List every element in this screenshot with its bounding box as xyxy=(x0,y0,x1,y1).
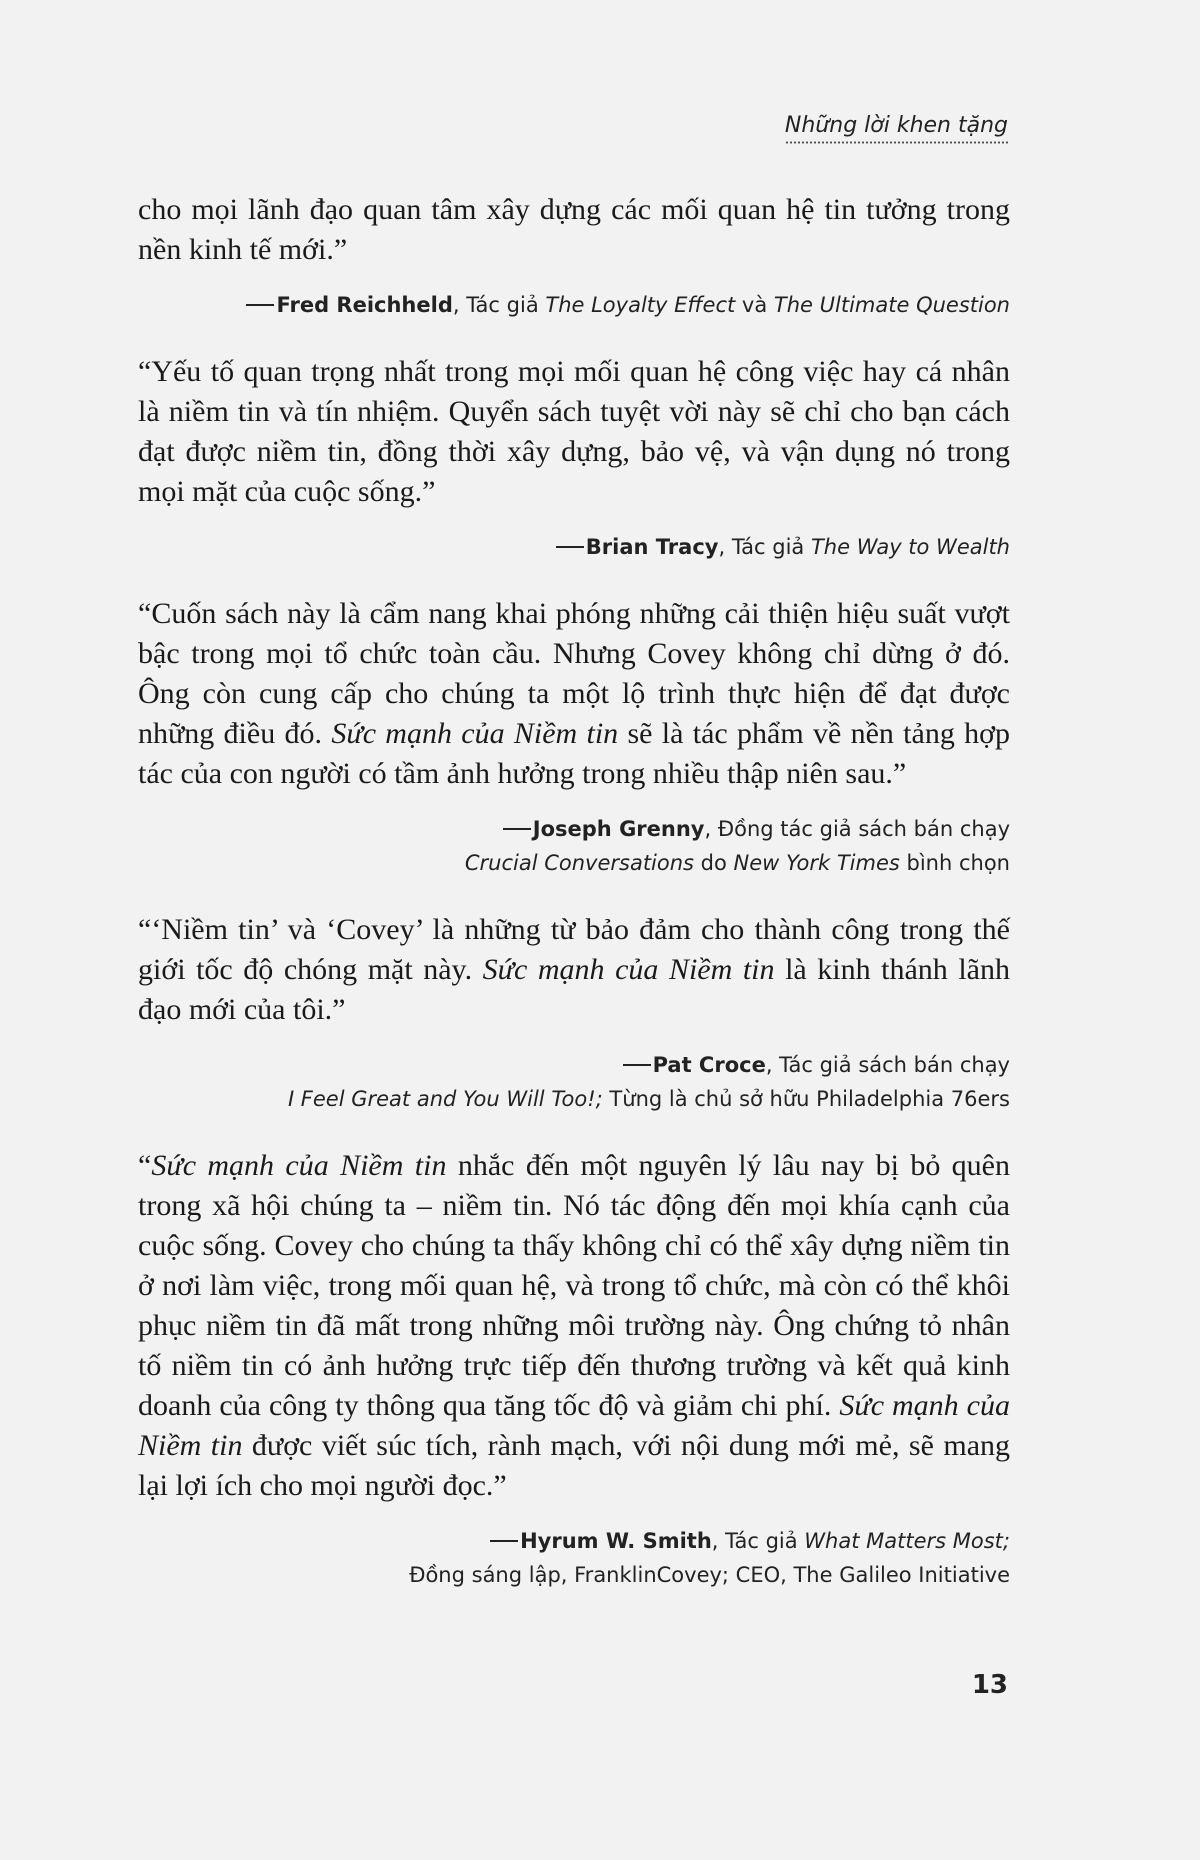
running-head xyxy=(785,113,1008,148)
quote-text xyxy=(138,1146,1010,1506)
attribution-sep: , Tác giả sách bán chạy xyxy=(765,1053,1010,1077)
author-name: Fred Reichheld xyxy=(276,293,453,317)
page-content xyxy=(138,190,1010,1622)
attribution-end: Đồng sáng lập, FranklinCovey; CEO, The Galileo Initiative xyxy=(409,1563,1010,1587)
quote-body: “Yếu tố quan trọng nhất trong mọi mối quan hệ công việc hay cá nhân là niềm tin và tín nhiệm. Quyển sách tuyệt vời này sẽ chỉ cho bạn cách đạt được niềm tin, đồng thời xây dựng, bảo vệ, và vận dụng nó trong mọi mặt của cuộc sống.” xyxy=(138,355,1010,508)
book-title: The Way to Wealth xyxy=(810,535,1010,559)
endorsement-hyrum-smith xyxy=(138,1146,1010,1592)
quote-book-title: Sức mạnh của Niềm tin xyxy=(138,1389,1010,1462)
attribution-end: Từng là chủ sở hữu Philadelphia 76ers xyxy=(602,1087,1010,1111)
attribution xyxy=(138,288,1010,322)
attribution xyxy=(138,1524,1010,1592)
attribution-sep: , Tác giả xyxy=(711,1529,805,1553)
quote-body: “‘Niềm tin’ và ‘Covey’ là những từ bảo đảm cho thành công trong thế giới tốc độ chóng mặt này. xyxy=(138,913,1010,986)
author-name: Hyrum W. Smith xyxy=(520,1529,712,1553)
quote-text xyxy=(138,910,1010,1030)
attribution-dash xyxy=(503,828,531,830)
quote-text xyxy=(138,190,1010,270)
quote-body: được viết súc tích, rành mạch, với nội dung mới mẻ, sẽ mang lại lợi ích cho mọi người đọc.” xyxy=(138,1429,1011,1502)
author-name: Brian Tracy xyxy=(585,535,719,559)
book-title: The Loyalty Effect xyxy=(545,293,736,317)
author-name: Joseph Grenny xyxy=(532,817,705,841)
publication-name: New York Times xyxy=(733,851,900,875)
quote-body: sẽ là tác phẩm về nền tảng hợp tác của con người có tầm ảnh hưởng trong nhiều thập niên sau.” xyxy=(138,717,1010,790)
quote-body: cho mọi lãnh đạo quan tâm xây dựng các mối quan hệ tin tưởng trong nền kinh tế mới.” xyxy=(138,193,1010,266)
attribution-dash xyxy=(623,1064,651,1066)
attribution-sep: , Tác giả xyxy=(452,293,546,317)
attribution xyxy=(138,530,1010,564)
attribution-sep: , Tác giả xyxy=(718,535,811,559)
attribution-dash xyxy=(556,546,584,548)
author-name: Pat Croce xyxy=(652,1053,766,1077)
attribution xyxy=(138,812,1010,880)
running-head-text: Những lời khen tặng xyxy=(784,113,1008,138)
attribution-dash xyxy=(246,304,274,306)
attribution-end: bình chọn xyxy=(899,851,1010,875)
endorsement-joseph-grenny xyxy=(138,594,1010,880)
attribution-dash xyxy=(490,1540,518,1542)
quote-open-mark: “ xyxy=(138,1149,152,1182)
endorsement-pat-croce xyxy=(138,910,1010,1116)
quote-text xyxy=(138,594,1010,794)
quote-book-title: Sức mạnh của Niềm tin xyxy=(482,953,775,986)
book-title: What Matters Most; xyxy=(804,1529,1010,1553)
endorsement-fred-reichheld xyxy=(138,190,1010,322)
attribution-mid: do xyxy=(694,851,734,875)
running-head-underline xyxy=(785,141,1008,144)
quote-book-title: Sức mạnh của Niềm tin xyxy=(331,717,619,750)
book-title: The Ultimate Question xyxy=(773,293,1010,317)
attribution xyxy=(138,1048,1010,1116)
quote-body: “Cuốn sách này là cẩm nang khai phóng những cải thiện hiệu suất vượt bậc trong mọi tổ chức toàn cầu. Nhưng Covey không chỉ dừng ở đó. Ông còn cung cấp cho chúng ta một lộ trình thực hiện để đạt được những điều đó. xyxy=(138,597,1010,750)
page-number: 13 xyxy=(971,1670,1008,1700)
quote-text xyxy=(138,352,1010,512)
book-title: Crucial Conversations xyxy=(464,851,694,875)
quote-book-title: Sức mạnh của Niềm tin xyxy=(151,1149,447,1182)
quote-body: là kinh thánh lãnh đạo mới của tôi.” xyxy=(138,953,1010,1026)
attribution-sep: , Đồng tác giả sách bán chạy xyxy=(704,817,1010,841)
endorsement-brian-tracy xyxy=(138,352,1010,564)
attribution-and: và xyxy=(735,293,774,317)
quote-body: nhắc đến một nguyên lý lâu nay bị bỏ quên trong xã hội chúng ta – niềm tin. Nó tác động đến mọi khía cạnh của cuộc sống. Covey cho chúng ta thấy không chỉ có thể xây dựng niềm tin ở nơi làm việc, trong mối quan hệ, và trong tổ chức, mà còn có thể khôi phục niềm tin đã mất trong những môi trường này. Ông chứng tỏ nhân tố niềm tin có ảnh hưởng trực tiếp đến thương trường và kết quả kinh doanh của công ty thông qua tăng tốc độ và giảm chi phí. xyxy=(138,1149,1010,1422)
book-title: I Feel Great and You Will Too!; xyxy=(287,1087,603,1111)
